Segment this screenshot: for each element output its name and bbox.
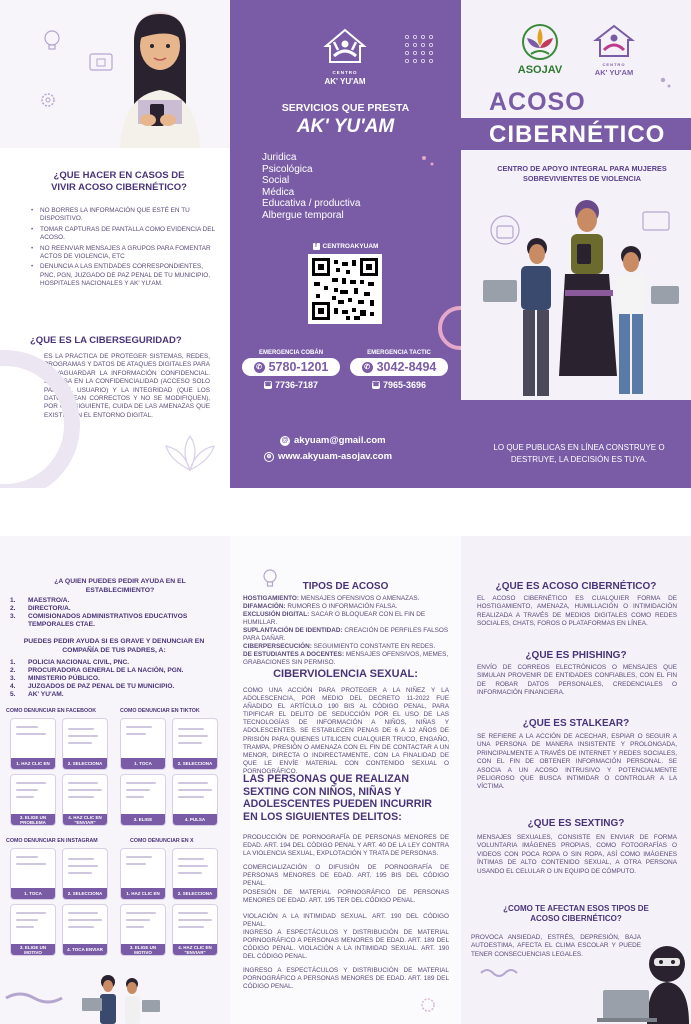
- crime-5: INGRESO A ESPECTÁCULOS Y DISTRIBUCIÓN DE MATERIAL PORNOGRÁFICO A PERSONAS MENORES DE EDAD. ART. 189 DEL CÓDIGO PENAL. VIOLACIÓN A LA INTIMIDAD SEXUAL. ART. 190 DEL CÓDIGO PENAL.: [243, 929, 449, 960]
- globe-icon: ⊕: [264, 452, 274, 462]
- s3-text: SE REFIERE A LA ACCIÓN DE ACECHAR, ESPIAR O SEGUIR A UNA PERSONA DE MANERA INSISTENTE Y PROLONGADA, PRINCIPALMENTE A TRAVÉS DE INTERNET Y REDES SOCIALES, CON EL FIN DE OBTENER INFORMACIÓN PERSONAL. SE ASOCIA A UN ACOSO INTRUSIVO Y POTENCIALMENTE PELIGROSO QUE BUSCA INTIMIDAR O CONTROLAR A LA VÍCTIMA.: [477, 733, 677, 791]
- s2-title: ¿QUE ES PHISHING?: [525, 650, 627, 661]
- list-item: 3. MINISTERIO PÚBLICO.: [10, 675, 100, 682]
- hacker-laptop-illustration: [591, 934, 691, 1024]
- instagram-step-2[interactable]: 2. SELECCIONA: [62, 848, 108, 900]
- title-cibernetico: CIBERNÉTICO: [489, 121, 666, 148]
- tiktok-step-4[interactable]: 4. PULSA: [172, 774, 218, 826]
- services-title-1: SERVICIOS QUE PRESTA: [281, 102, 410, 114]
- qr-code[interactable]: [308, 254, 382, 324]
- facebook-handle[interactable]: CENTROAKYUAM: [322, 243, 379, 250]
- emergency-coban-label: EMERGENCIA COBÁN: [258, 350, 324, 356]
- panel-top-middle: [230, 0, 461, 488]
- list-item: • Médica: [252, 187, 432, 199]
- facebook-step-3[interactable]: 3. ELIGE UN PROBLEMA: [10, 774, 56, 826]
- tiktok-step-1[interactable]: 1. TOCA: [120, 718, 166, 770]
- telephone-icon: ☎: [372, 382, 380, 388]
- list-item: • Educativa / productiva: [252, 198, 432, 210]
- q2-title: ¿QUE ES LA CIBERSEGURIDAD?: [30, 335, 182, 346]
- telephone-icon: ☎: [264, 382, 272, 388]
- qr-code-graphic: [312, 258, 378, 320]
- tipos-list: [243, 595, 449, 667]
- facebook-step-4[interactable]: 4. HAZ CLIC EN "ENVIAR": [62, 774, 108, 826]
- tiktok-step-3[interactable]: 3. ELIGE: [120, 774, 166, 826]
- s4-title: ¿QUE ES SEXTING?: [527, 818, 625, 829]
- emergency-tactic-phone[interactable]: [350, 358, 448, 376]
- cyberviolence-title: CIBERVIOLENCIA SEXUAL:: [273, 668, 418, 680]
- s4-text: MENSAJES SEXUALES, CONSISTE EN ENVIAR DE FORMA VOLUNTARIA IMÁGENES PROPIAS, COMO FOTOGRAFÍAS O VIDEOS CON POCA ROPA O SIN ROPA, ASÍ COMO IMÁGENES ÍNTIMAS DE ALTO CONTENIDO SEXUAL, A OTRA PERSONA USANDO EL CELULAR O UN EQUIPO DE CÓMPUTO.: [477, 834, 677, 875]
- list-item: 5. AK' YU'AM.: [10, 691, 64, 698]
- asojav-logo-icon: [515, 20, 565, 64]
- akyuam-logo-icon: [320, 26, 370, 68]
- logo2-sub: CENTRO: [602, 62, 626, 67]
- facebook-step-1[interactable]: 1. HAZ CLIC EN: [10, 718, 56, 770]
- phone-number: 5780-1201: [268, 360, 329, 374]
- x-step-2[interactable]: 2. SELECCIONA: [172, 848, 218, 900]
- tiktok-step-2[interactable]: 2. SELECCIONA: [172, 718, 218, 770]
- lightbulb-icon: [38, 24, 78, 64]
- panel-bottom-right: [461, 536, 691, 1024]
- cyberviolence-text: COMO UNA ACCIÓN PARA PROTEGER A LA NIÑEZ Y LA ADOLESCENCIA, POR MEDIO DEL DECRETO 11-2022 FUE AÑADIDO EL ARTÍCULO 190 BIS AL CÓDIGO PENAL, PARA TIPIFICAR EL DELITO DE SEDUCCIÓN POR EL USO DE LAS TECNOLOGÍAS DE INFORMACIÓN A NIÑOS, NIÑAS Y ADOLESCENTES. SE ESTABLECEN PENAS DE 6 A 12 AÑOS DE PRISIÓN PARA QUIENES UTILICEN CUALQUIER TRUCO, ENGAÑO, TRAMPA, PRESIÓN O AMENAZA CON EL FIN DE CONTACTAR A UN MENOR, DIRECTA O INDIRECTAMENTE, CON LA FINALIDAD DE QUE LE ENVÍE MATERIAL CON CONTENIDO SEXUAL O PORNOGRÁFICO.: [243, 687, 449, 775]
- footer-slogan: LO QUE PUBLICAS EN LÍNEA CONSTRUYE O DESTRUYE, LA DECISIÓN ES TUYA.: [493, 443, 665, 464]
- panel-top-right: [461, 0, 691, 488]
- list-item: EXCLUSIÓN DIGITAL: SACAR O BLOQUEAR CON EL FIN DE HUMILLAR.: [243, 611, 426, 626]
- students-laptops-illustration: [0, 964, 230, 1024]
- list-item: • Albergue temporal: [252, 210, 432, 222]
- akyuam-logo-icon: [591, 22, 637, 62]
- decorative-ring: [438, 306, 461, 350]
- crime-2: COMERCIALIZACIÓN O DIFUSIÓN DE PORNOGRAFÍA DE PERSONAS MENORES DE EDAD. ART. 195 BIS DEL CÓDIGO PENAL.: [243, 864, 449, 887]
- s3-title: ¿QUE ES STALKEAR?: [522, 718, 630, 729]
- wave-ornament: [479, 961, 519, 991]
- emergency-tactic-label: EMERGENCIA TACTIC: [367, 350, 431, 356]
- panel-bottom-middle: [230, 536, 461, 1024]
- x-step-1[interactable]: 1. HAZ CLIC EN: [120, 848, 166, 900]
- crime-1: PRODUCCIÓN DE PORNOGRAFÍA DE PERSONAS MENORES DE EDAD. ART. 194 DEL CÓDIGO PENAL Y ART. 40 DE LA LEY CONTRA LA VIOLENCIA SEXUAL, EXPLOTACIÓN Y TRATA DE PERSONAS.: [243, 834, 449, 857]
- phone-number: 7965-3696: [382, 380, 427, 390]
- list-item: • NO REENVIAR MENSAJES A GRUPOS PARA FOMENTAR ACTOS DE VIOLENCIA, ETC: [30, 245, 220, 262]
- panel-top-left: [0, 0, 230, 488]
- report-list: [8, 659, 222, 699]
- ask-help-title: ¿A QUIEN PUEDES PEDIR AYUDA EN EL ESTABLECIMIENTO?: [54, 578, 186, 594]
- s1-text: EL ACOSO CIBERNÉTICO ES CUALQUIER FORMA DE HOSTIGAMIENTO, AMENAZA, HUMILLACIÓN O INTIMIDACIÓN REALIZADA A TRAVÉS DE MEDIOS DIGITALES COMO REDES SOCIALES, CHATS, FOROS O PLATAFORMAS EN LÍNEA.: [477, 595, 677, 628]
- whatsapp-icon: ✆: [362, 362, 373, 373]
- coban-alt-phone-row[interactable]: [242, 380, 340, 390]
- facebook-handle-row: [300, 243, 391, 250]
- s5-title: ¿COMO TE AFECTAN ESOS TIPOS DE ACOSO CIBERNÉTICO?: [503, 904, 649, 923]
- sexting-crimes-title: LAS PERSONAS QUE REALIZAN SEXTING CON NIÑOS, NIÑAS Y ADOLESCENTES PUEDEN INCURRIR EN LOS SIGUIENTES DELITOS:: [243, 773, 432, 823]
- q2-text: ES LA PRACTICA DE PROTEGER SISTEMAS, REDES, PROGRAMAS Y DATOS DE ATAQUES DIGITALES PARA SALVAGUARDAR LA INFORMACIÓN CONFIDENCIAL. SE BASA EN LA CONFIDENCIALIDAD (ACCESO SOLO PARA EL USUARIO) Y LA INTEGRIDAD (QUE LOS DATOS SEAN CORRECTOS Y NO SE MODIFIQUEN), POR CONSIGUIENTE, CUIDA DE LAS AMENAZAS QUE EXISTEN EN EL ENTORNO DIGITAL.: [44, 353, 210, 419]
- list-item: 4. JUZGADOS DE PAZ PENAL DE TU MUNICIPIO.: [10, 683, 175, 690]
- phone-icon: ✆: [254, 362, 265, 373]
- email-address: akyuam@gmail.com: [294, 435, 386, 446]
- s2-text: ENVÍO DE CORREOS ELECTRÓNICOS O MENSAJES QUE SIMULAN PROVENIR DE ENTIDADES CONFIABLES, CON EL FIN DE ROBAR DATOS PERSONALES, CREDENCIALES O INFORMACIÓN FINANCIERA.: [477, 664, 677, 697]
- emergency-coban-phone[interactable]: [242, 358, 340, 376]
- email-icon: @: [281, 436, 289, 444]
- list-item: 1. POLICIA NACIONAL CIVIL, PNC.: [10, 659, 130, 666]
- list-item: 1. MAESTRO/A.: [10, 597, 70, 604]
- logo-name: AK' YU'AM: [324, 77, 366, 86]
- ask-help-list: [8, 597, 218, 629]
- logo-sub: CENTRO: [332, 70, 358, 75]
- services-title-2: AK' YU'AM: [296, 116, 395, 137]
- phone-number: 3042-8494: [376, 360, 437, 374]
- tiktok-guide-title: COMO DENUNCIAR EN TIKTOK: [120, 708, 200, 714]
- report-title: PUEDES PEDIR AYUDA SI ES GRAVE Y DENUNCIAR EN COMPAÑÍA DE TUS PADRES, A:: [23, 638, 205, 654]
- instagram-step-4[interactable]: 4. TOCA ENVIAR: [62, 904, 108, 956]
- x-step-4[interactable]: 4. HAZ CLIC EN "ENVIAR": [172, 904, 218, 956]
- list-item: • TOMAR CAPTURAS DE PANTALLA COMO EVIDENCIA DEL ACOSO.: [30, 226, 220, 243]
- q1-title: ¿QUE HACER EN CASOS DE VIVIR ACOSO CIBERNÉTICO?: [51, 170, 187, 193]
- list-item: • Psicológica: [252, 164, 432, 176]
- x-step-3[interactable]: 3. ELIGE UN MOTIVO: [120, 904, 166, 956]
- list-item: • Juridica: [252, 152, 432, 164]
- phone-number: 7736-7187: [274, 380, 319, 390]
- list-item: SUPLANTACIÓN DE IDENTIDAD: CREACIÓN DE PERFILES FALSOS PARA DAÑAR.: [243, 627, 449, 642]
- instagram-step-1[interactable]: 1. TOCA: [10, 848, 56, 900]
- gear-icon: [34, 86, 74, 126]
- sparkle-dots: [416, 150, 456, 180]
- list-item: 2. PROCURADORA GENERAL DE LA NACIÓN, PGN.: [10, 667, 184, 674]
- crime-6: INGRESO A ESPECTÁCULOS Y DISTRIBUCIÓN DE MATERIAL PORNOGRÁFICO A PERSONAS MENORES DE EDAD. ART. 189 DEL CÓDIGO PENAL.: [243, 967, 449, 990]
- logo2-name: AK' YU'AM: [594, 68, 634, 77]
- list-item: • NO BORRES LA INFORMACIÓN QUE ESTÉ EN TU DISPOSITIVO.: [30, 207, 220, 224]
- list-item: HOSTIGAMIENTO: MENSAJES OFENSIVOS O AMENAZAS.: [243, 595, 420, 602]
- instagram-guide-title: COMO DENUNCIAR EN INSTAGRAM: [6, 838, 98, 844]
- women-with-devices-illustration: [461, 190, 691, 425]
- laptop-lock-icon: [86, 48, 126, 88]
- sparkle-dots: [655, 74, 685, 98]
- list-item: CIBERPERSECUCIÓN: SEGUIMIENTO CONSTANTE EN REDES.: [243, 643, 436, 650]
- dot-grid-ornament: [402, 32, 442, 72]
- s1-title: ¿QUE ES ACOSO CIBERNÉTICO?: [495, 581, 657, 592]
- panel-bottom-left: [0, 536, 230, 1024]
- services-list: [252, 152, 432, 221]
- website-url: www.akyuam-asojav.com: [278, 451, 393, 462]
- tactic-alt-phone-row[interactable]: [350, 380, 448, 390]
- asojav-logo-text: ASOJAV: [517, 64, 563, 76]
- list-item: DE ESTUDIANTES A DOCENTES: MENSAJES OFENSIVOS, MEMES, GRABACIONES SIN PERMISO.: [243, 651, 449, 666]
- q1-list: [30, 207, 220, 291]
- instagram-step-3[interactable]: 3. ELIGE UN MOTIVO: [10, 904, 56, 956]
- subtitle: CENTRO DE APOYO INTEGRAL PARA MUJERES SOBREVIVIENTES DE VIOLENCIA: [497, 164, 667, 183]
- crime-3: POSESIÓN DE MATERIAL PORNOGRÁFICO DE PERSONAS MENORES DE EDAD. ART. 195 TER DEL CÓDIGO PENAL.: [243, 889, 449, 904]
- gear-icon: [414, 991, 454, 1021]
- facebook-guide-title: COMO DENUNCIAR EN FACEBOOK: [6, 708, 97, 714]
- list-item: 2. DIRECTOR/A.: [10, 605, 71, 612]
- email-row[interactable]: [280, 435, 440, 446]
- s5-text: PROVOCA ANSIEDAD, ESTRÉS, DEPRESIÓN, BAJA AUTOESTIMA, AFECTA EL CLIMA ESCOLAR Y PUEDE TENER CONSECUENCIAS LEGALES.: [471, 934, 641, 958]
- list-item: • DENUNCIA A LAS ENTIDADES CORRESPONDIENTES, PNC, PGN, JUZGADO DE PAZ PENAL DE TU MUNICIPIO, HOSPITALES NACIONALES Y AK' YU'AM.: [30, 263, 220, 288]
- website-row[interactable]: [264, 451, 454, 462]
- list-item: 3. COMISIONADOS ADMINISTRATIVOS EDUCATIVOS TEMPORALES CTAE.: [10, 613, 188, 628]
- facebook-icon: f: [313, 243, 320, 250]
- list-item: • Social: [252, 175, 432, 187]
- facebook-step-2[interactable]: 2. SELECCIONA: [62, 718, 108, 770]
- title-acoso: ACOSO: [489, 88, 586, 116]
- list-item: DIFAMACIÓN: RUMORES O INFORMACIÓN FALSA.: [243, 603, 398, 610]
- tipos-title: TIPOS DE ACOSO: [302, 581, 389, 592]
- crime-4: VIOLACIÓN A LA INTIMIDAD SEXUAL. ART. 190 DEL CÓDIGO PENAL.: [243, 913, 449, 928]
- x-guide-title: COMO DENUNCIAR EN X: [130, 838, 194, 844]
- flower-ornament-icon: [160, 430, 220, 480]
